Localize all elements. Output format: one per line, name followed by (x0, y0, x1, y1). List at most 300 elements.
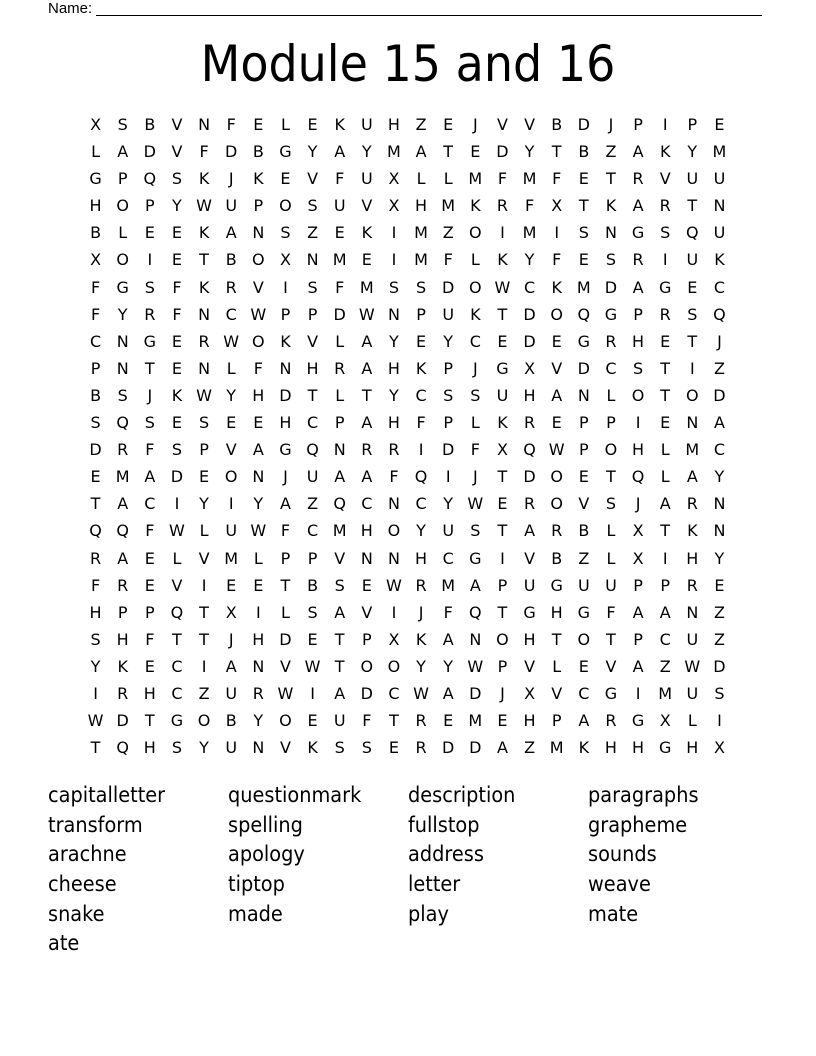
grid-cell: G (170, 711, 184, 731)
grid-cell: P (90, 358, 101, 378)
grid-cell: I (445, 467, 451, 487)
grid-cell: G (469, 548, 482, 568)
grid-cell: P (606, 413, 616, 433)
grid-cell: P (633, 575, 643, 595)
grid-cell: G (577, 602, 591, 622)
grid-cell: E (551, 413, 562, 433)
grid-cell: M (441, 575, 456, 595)
word-list-item: address (408, 842, 484, 867)
grid-cell: Y (226, 385, 237, 405)
grid-cell: J (500, 683, 505, 703)
grid-cell: D (523, 304, 536, 324)
grid-cell: C (659, 629, 671, 649)
grid-cell: Z (442, 223, 454, 243)
grid-cell: T (606, 467, 616, 487)
grid-cell: F (443, 250, 453, 270)
grid-cell: O (686, 385, 699, 405)
grid-cell: Y (117, 304, 128, 324)
grid-cell: T (307, 385, 318, 405)
grid-cell: W (467, 494, 484, 514)
grid-cell: O (469, 277, 482, 297)
grid-cell: E (443, 115, 454, 134)
grid-cell: Q (577, 304, 591, 324)
grid-cell: A (144, 467, 156, 487)
grid-cell: Z (578, 548, 590, 568)
grid-cell: O (577, 629, 591, 649)
grid-cell: N (360, 548, 373, 568)
grid-cell: A (117, 142, 129, 162)
grid-cell: R (415, 575, 427, 595)
grid-cell: A (361, 331, 373, 351)
grid-cell: I (228, 494, 234, 514)
grid-cell: O (469, 223, 482, 243)
grid-cell: J (472, 358, 478, 378)
grid-cell: H (523, 629, 536, 649)
grid-cell: U (225, 738, 238, 758)
grid-cell: R (632, 250, 644, 270)
grid-cell: G (550, 575, 563, 595)
grid-cell: K (117, 656, 128, 676)
grid-cell: O (279, 711, 292, 731)
grid-cell: J (228, 629, 234, 649)
grid-cell: C (415, 385, 427, 405)
grid-cell: A (225, 223, 237, 243)
grid-cell: E (660, 331, 671, 351)
grid-cell: M (468, 711, 483, 731)
grid-cell: D (577, 358, 590, 378)
grid-cell: C (361, 494, 373, 514)
grid-cell: L (226, 358, 236, 378)
grid-cell: D (713, 385, 726, 405)
grid-cell: T (551, 142, 562, 162)
grid-cell: J (608, 115, 614, 134)
grid-cell: H (89, 602, 102, 622)
grid-cell: K (198, 223, 210, 243)
grid-cell: E (388, 738, 399, 758)
grid-cell: W (386, 575, 402, 595)
grid-cell: L (660, 440, 670, 460)
grid-cell: R (551, 521, 563, 541)
grid-cell: I (500, 548, 505, 568)
grid-cell: E (253, 575, 264, 595)
grid-cell: P (117, 602, 128, 622)
grid-cell: S (415, 277, 427, 297)
grid-cell: L (172, 548, 182, 568)
grid-cell: E (334, 223, 345, 243)
grid-cell: O (116, 250, 129, 270)
grid-cell: V (307, 331, 319, 351)
grid-cell: Y (253, 494, 264, 514)
grid-cell: D (442, 277, 455, 297)
grid-cell: N (198, 304, 211, 324)
grid-cell: N (252, 467, 265, 487)
grid-cell: S (117, 385, 128, 405)
grid-cell: O (197, 711, 211, 731)
grid-cell: C (713, 440, 726, 460)
grid-cell: O (387, 521, 401, 541)
grid-cell: S (605, 250, 617, 270)
grid-cell: G (631, 711, 645, 731)
grid-cell: I (635, 683, 641, 703)
grid-cell: V (198, 548, 210, 568)
grid-cell: W (494, 277, 511, 297)
grid-cell: L (253, 548, 263, 568)
grid-cell: G (279, 142, 292, 162)
grid-cell: E (144, 656, 155, 676)
grid-cell: G (604, 304, 618, 324)
grid-cell: R (686, 575, 698, 595)
grid-cell: W (304, 656, 321, 676)
name-blank-line (96, 0, 762, 16)
grid-cell: W (467, 656, 484, 676)
grid-cell: D (577, 115, 590, 134)
grid-cell: A (117, 548, 129, 568)
grid-cell: I (500, 223, 505, 243)
grid-cell: Q (116, 738, 129, 758)
grid-cell: F (145, 521, 155, 541)
grid-cell: M (332, 521, 347, 541)
grid-cell: E (280, 169, 291, 189)
word-list-item: questionmark (228, 783, 362, 807)
grid-cell: W (169, 521, 185, 541)
grid-cell: H (143, 738, 156, 758)
grid-cell: B (252, 142, 264, 162)
grid-cell: H (415, 196, 428, 216)
grid-cell: D (523, 331, 536, 351)
grid-cell: E (578, 467, 589, 487)
grid-cell: F (335, 169, 345, 189)
grid-cell: L (335, 385, 345, 405)
grid-cell: J (472, 115, 478, 134)
grid-cell: T (660, 521, 671, 541)
grid-cell: N (713, 196, 726, 216)
grid-cell: S (307, 602, 318, 622)
grid-cell: F (552, 169, 562, 189)
grid-cell: E (253, 115, 264, 134)
grid-cell: E (714, 575, 725, 595)
grid-cell: A (252, 440, 264, 460)
grid-cell: A (632, 656, 644, 676)
grid-cell: D (496, 142, 509, 162)
grid-cell: E (497, 331, 508, 351)
grid-cell: X (496, 440, 508, 460)
grid-cell: A (659, 602, 671, 622)
grid-cell: N (198, 358, 211, 378)
word-list-item: capitalletter (48, 783, 166, 807)
word-list-item: snake (48, 901, 105, 926)
grid-cell: V (524, 548, 536, 568)
grid-cell: A (361, 358, 373, 378)
grid-cell: T (90, 738, 101, 758)
grid-cell: Z (659, 656, 671, 676)
grid-cell: A (524, 521, 536, 541)
grid-cell: S (117, 115, 128, 134)
word-list-item: apology (228, 842, 305, 867)
grid-cell: N (686, 602, 699, 622)
grid-cell: V (361, 602, 373, 622)
grid-cell: T (443, 142, 454, 162)
grid-cell: G (116, 277, 129, 297)
grid-cell: H (387, 413, 400, 433)
grid-cell: C (469, 331, 481, 351)
grid-cell: I (201, 575, 207, 595)
grid-cell: A (578, 711, 590, 731)
grid-cell: K (171, 385, 183, 405)
grid-cell: T (334, 656, 345, 676)
word-list-item: sounds (588, 842, 657, 867)
grid-cell: C (306, 413, 319, 433)
grid-cell: H (686, 548, 699, 568)
grid-cell: A (225, 656, 237, 676)
grid-cell: M (522, 169, 537, 189)
grid-cell: W (250, 304, 267, 324)
grid-cell: I (310, 683, 315, 703)
grid-cell: S (307, 277, 318, 297)
grid-cell: I (717, 711, 722, 731)
grid-cell: G (577, 331, 591, 351)
grid-cell: X (388, 629, 400, 649)
grid-cell: R (496, 196, 508, 216)
grid-cell: K (198, 169, 210, 189)
grid-cell: Y (524, 250, 535, 270)
grid-cell: H (632, 738, 645, 758)
grid-cell: P (280, 548, 291, 568)
grid-cell: H (632, 331, 645, 351)
grid-cell: O (387, 656, 401, 676)
grid-cell: P (687, 115, 698, 134)
grid-cell: N (306, 250, 319, 270)
grid-cell: P (551, 711, 562, 731)
grid-cell: K (687, 521, 698, 541)
grid-cell: O (550, 304, 563, 324)
grid-cell: K (415, 629, 427, 649)
grid-cell: A (469, 575, 481, 595)
grid-cell: M (549, 738, 564, 758)
grid-cell: W (250, 521, 267, 541)
grid-cell: S (198, 413, 210, 433)
grid-cell: K (198, 277, 210, 297)
grid-cell: F (199, 142, 209, 162)
grid-cell: U (713, 223, 726, 243)
grid-cell: R (361, 440, 373, 460)
grid-cell: P (334, 413, 345, 433)
grid-cell: S (144, 413, 155, 433)
grid-cell: M (522, 223, 537, 243)
grid-cell: N (577, 385, 590, 405)
grid-cell: T (361, 385, 372, 405)
grid-cell: H (143, 683, 156, 703)
grid-cell: I (93, 683, 98, 703)
grid-cell: A (632, 196, 644, 216)
grid-cell: D (279, 385, 292, 405)
word-list-item: fullstop (408, 812, 480, 837)
grid-cell: X (524, 683, 536, 703)
grid-cell: L (335, 331, 345, 351)
grid-cell: I (689, 358, 695, 378)
grid-cell: I (635, 413, 641, 433)
grid-cell: E (687, 277, 698, 297)
grid-cell: Y (199, 494, 209, 514)
grid-cell: R (524, 413, 536, 433)
grid-cell: F (362, 711, 372, 731)
grid-cell: I (391, 602, 397, 622)
grid-cell: J (147, 385, 153, 405)
grid-cell: Y (714, 548, 725, 568)
grid-cell: C (605, 358, 617, 378)
grid-cell: R (524, 494, 536, 514)
grid-cell: T (144, 358, 155, 378)
grid-cell: F (90, 575, 101, 595)
grid-cell: U (225, 196, 238, 216)
grid-cell: H (360, 521, 373, 541)
grid-cell: I (255, 602, 261, 622)
grid-cell: V (279, 738, 291, 758)
grid-cell: M (441, 196, 456, 216)
grid-cell: T (687, 196, 698, 216)
grid-cell: V (659, 169, 671, 189)
grid-cell: R (415, 738, 427, 758)
grid-cell: S (443, 385, 454, 405)
grid-cell: T (90, 494, 101, 514)
grid-cell: R (659, 304, 671, 324)
grid-cell: E (171, 358, 182, 378)
grid-cell: M (332, 250, 347, 270)
grid-cell: C (306, 521, 319, 541)
grid-cell: Q (469, 602, 482, 622)
grid-cell: Z (713, 629, 725, 649)
grid-cell: O (360, 656, 374, 676)
grid-cell: X (659, 711, 671, 731)
word-list-item: play (408, 901, 449, 926)
grid-cell: V (171, 115, 183, 134)
grid-cell: M (359, 277, 374, 297)
grid-cell: A (361, 467, 373, 487)
grid-cell: U (577, 575, 590, 595)
grid-cell: F (389, 467, 399, 487)
grid-cell: C (578, 683, 590, 703)
grid-cell: M (115, 467, 130, 487)
grid-cell: Y (443, 656, 454, 676)
grid-cell: B (225, 250, 237, 270)
grid-cell: P (307, 548, 318, 568)
word-list-item: tiptop (228, 872, 285, 897)
grid-cell: N (252, 223, 265, 243)
grid-cell: V (252, 277, 264, 297)
grid-cell: M (387, 142, 401, 162)
grid-cell: Z (415, 115, 427, 134)
grid-cell: O (631, 385, 645, 405)
grid-cell: I (147, 250, 153, 270)
grid-cell: W (87, 711, 104, 731)
grid-cell: U (442, 304, 455, 324)
grid-cell: E (90, 467, 101, 487)
grid-cell: R (117, 683, 129, 703)
grid-cell: Y (199, 738, 209, 758)
grid-cell: V (171, 575, 183, 595)
grid-cell: K (470, 196, 481, 216)
word-list-item: arachne (48, 842, 127, 867)
grid-cell: Q (306, 440, 319, 460)
grid-cell: R (686, 494, 698, 514)
grid-cell: K (253, 169, 264, 189)
grid-cell: T (280, 575, 291, 595)
grid-cell: T (497, 602, 508, 622)
grid-cell: D (170, 467, 184, 487)
grid-cell: I (391, 250, 397, 270)
grid-cell: I (662, 115, 668, 134)
grid-cell: Y (389, 385, 399, 405)
grid-cell: T (389, 711, 399, 731)
grid-cell: W (358, 304, 375, 324)
grid-cell: Q (631, 467, 645, 487)
grid-cell: X (90, 115, 102, 134)
grid-cell: H (523, 711, 536, 731)
grid-cell: S (470, 385, 481, 405)
grid-cell: D (360, 683, 373, 703)
grid-cell: D (89, 440, 102, 460)
grid-cell: X (551, 196, 563, 216)
grid-cell: W (413, 683, 429, 703)
word-list-item: transform (48, 812, 143, 837)
grid-cell: E (307, 115, 318, 134)
grid-cell: Q (686, 223, 699, 243)
grid-cell: B (90, 223, 102, 243)
grid-cell: I (174, 494, 180, 514)
grid-cell: M (576, 277, 591, 297)
grid-cell: H (116, 629, 129, 649)
grid-cell: S (660, 223, 671, 243)
grid-cell: S (334, 738, 345, 758)
grid-cell: Z (524, 738, 536, 758)
grid-cell: D (713, 656, 726, 676)
grid-cell: A (442, 629, 454, 649)
grid-cell: T (334, 629, 345, 649)
grid-cell: F (497, 169, 508, 189)
grid-cell: V (361, 196, 373, 216)
grid-cell: Y (443, 494, 454, 514)
grid-cell: F (470, 440, 480, 460)
grid-cell: E (144, 575, 155, 595)
grid-cell: R (388, 440, 400, 460)
grid-cell: I (662, 250, 668, 270)
grid-cell: T (199, 602, 209, 622)
grid-cell: S (334, 575, 345, 595)
grid-cell: Y (90, 656, 101, 676)
grid-cell: R (225, 277, 237, 297)
grid-cell: H (89, 196, 102, 216)
grid-cell: H (686, 738, 699, 758)
grid-cell: M (685, 440, 700, 460)
grid-cell: F (145, 440, 155, 460)
grid-cell: L (470, 413, 480, 433)
grid-cell: M (712, 142, 727, 162)
grid-cell: O (252, 250, 265, 270)
grid-cell: K (551, 277, 562, 297)
grid-cell: G (631, 223, 645, 243)
grid-cell: S (144, 277, 155, 297)
grid-cell: E (307, 711, 318, 731)
grid-cell: C (171, 656, 183, 676)
word-list-item: cheese (48, 872, 117, 897)
grid-cell: M (414, 250, 428, 270)
grid-cell: Y (416, 656, 426, 676)
grid-cell: E (307, 629, 318, 649)
grid-cell: S (714, 683, 725, 703)
grid-cell: S (687, 304, 698, 324)
grid-cell: N (387, 548, 400, 568)
grid-cell: T (199, 250, 209, 270)
grid-cell: U (686, 250, 699, 270)
